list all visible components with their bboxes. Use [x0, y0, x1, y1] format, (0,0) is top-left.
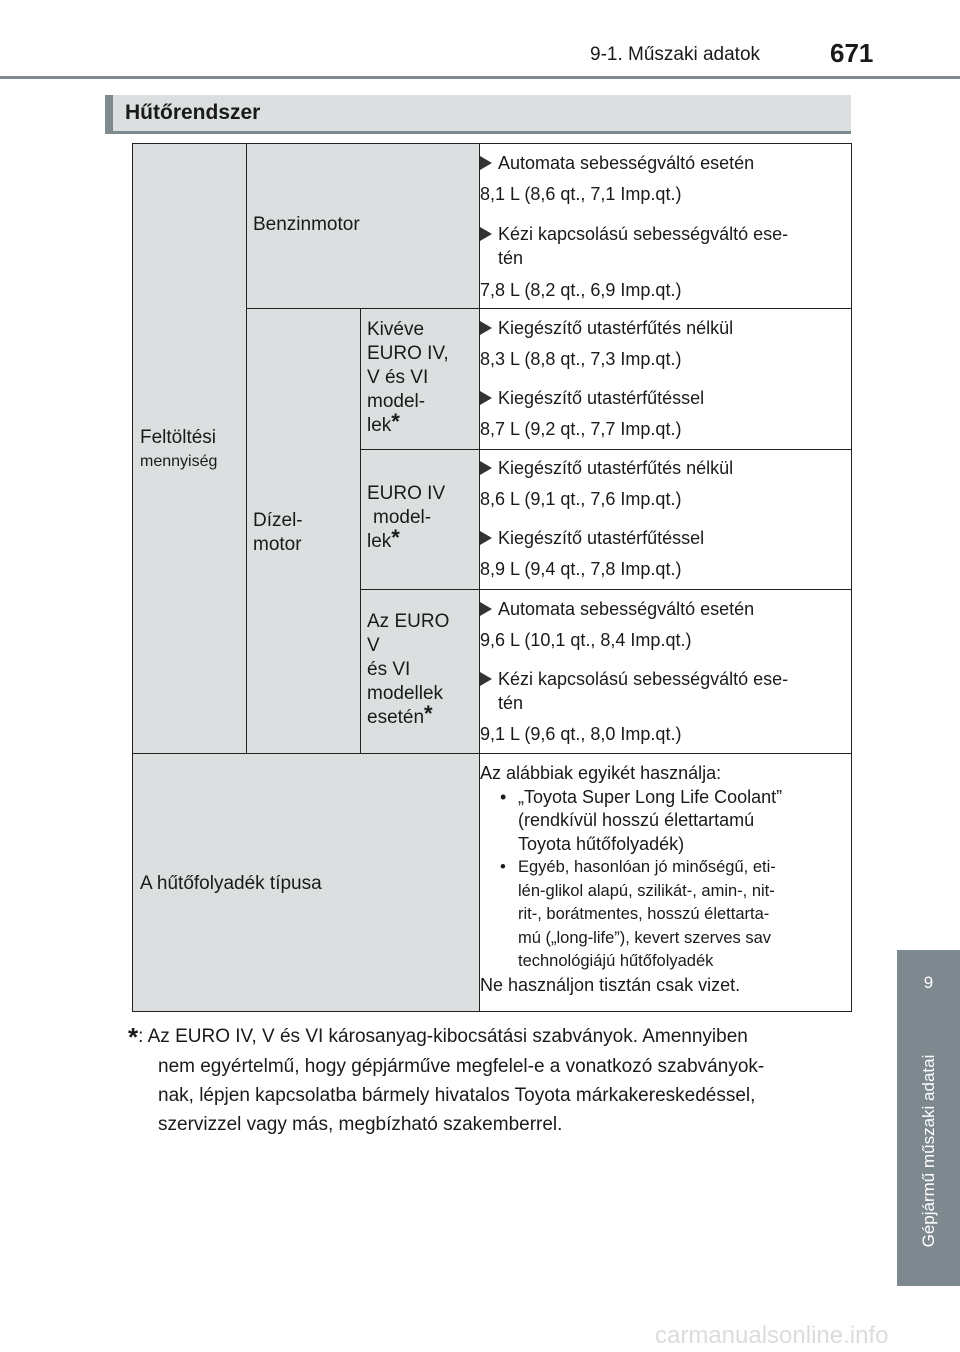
- coolant-option-text: „Toyota Super Long Life Coolant”: [518, 786, 783, 807]
- coolant-outro: Ne használjon tisztán csak vizet.: [480, 974, 741, 995]
- variant-label-line: V: [367, 635, 380, 656]
- triangle-bullet-icon: [480, 531, 492, 545]
- bullet-text: tén: [498, 693, 524, 713]
- variant-label-line: lek: [367, 415, 392, 436]
- footnote-star: *: [128, 1022, 139, 1052]
- capacity-value: 8,3 L (8,8 qt., 7,3 Imp.qt.): [480, 349, 682, 369]
- bullet-text: Automata sebességváltó esetén: [498, 599, 755, 619]
- running-header-section: 9-1. Műszaki adatok: [590, 44, 761, 65]
- coolant-option-text: Toyota hűtőfolyadék): [518, 833, 685, 854]
- footnote-marker: *: [391, 525, 400, 550]
- variant-label-line: model-: [373, 507, 432, 528]
- grid-line: [246, 308, 852, 309]
- triangle-bullet-icon: [480, 391, 492, 405]
- coolant-option: [480, 856, 840, 880]
- coolant-option-text: (rendkívül hosszú élettartamú: [518, 810, 755, 830]
- footnote: [128, 1022, 852, 1139]
- capacity-value: 8,7 L (9,2 qt., 7,7 Imp.qt.): [480, 419, 682, 439]
- coolant-option-text: technológiájú hűtőfolyadék: [518, 952, 714, 970]
- triangle-bullet-icon: [480, 602, 492, 616]
- diesel-label-line: motor: [253, 534, 302, 555]
- bullet-item: [480, 151, 838, 175]
- bullet-text: Kézi kapcsolású sebességváltó ese-: [498, 669, 789, 689]
- capacity-value: 9,1 L (9,6 qt., 8,0 Imp.qt.): [480, 724, 682, 744]
- variant-label-line: lek: [367, 531, 392, 552]
- bullet-item: [480, 526, 838, 550]
- bullet-text: tén: [498, 248, 524, 268]
- bullet-item: [480, 222, 838, 270]
- coolant-type-label: A hűtőfolyadék típusa: [140, 873, 322, 894]
- coolant-option-text: mú („long-life”), kevert szerves sav: [518, 928, 772, 947]
- variant-label-line: Az EURO: [367, 611, 450, 632]
- grid-line: [360, 589, 852, 590]
- bullet-item: [480, 456, 838, 480]
- capacity-value: 7,8 L (8,2 qt., 6,9 Imp.qt.): [480, 280, 682, 300]
- triangle-bullet-icon: [480, 672, 492, 686]
- capacity-label: [140, 426, 217, 474]
- capacity-value: 9,6 L (10,1 qt., 8,4 Imp.qt.): [480, 630, 692, 650]
- coolant-option-text: Egyéb, hasonlóan jó minőségű, eti-: [518, 858, 776, 876]
- capacity-value: 8,6 L (9,1 qt., 7,6 Imp.qt.): [480, 489, 682, 509]
- triangle-bullet-icon: [480, 156, 492, 170]
- diesel-variant-3-label: [367, 610, 449, 730]
- bullet-dot-icon: •: [500, 858, 506, 876]
- diesel-variant-1-label: [367, 318, 449, 438]
- triangle-bullet-icon: [480, 461, 492, 475]
- bullet-item: [480, 386, 838, 410]
- capacity-value: 8,1 L (8,6 qt., 7,1 Imp.qt.): [480, 184, 682, 204]
- variant-label-line: EURO IV: [367, 483, 446, 504]
- capacity-label-line: Feltöltési: [140, 427, 217, 448]
- variant-label-line: és VI: [367, 659, 411, 680]
- petrol-label: Benzinmotor: [253, 214, 360, 235]
- footnote-marker: *: [424, 701, 433, 726]
- footnote-marker: *: [391, 409, 400, 434]
- page-number: 671: [830, 38, 874, 68]
- variant-label-line: Kivéve: [367, 319, 425, 340]
- bullet-item: [480, 667, 838, 715]
- section-heading-bar: [105, 95, 113, 131]
- header-rule: [0, 76, 960, 79]
- coolant-option-text: rit-, borátmentes, hosszú élettarta-: [518, 905, 770, 923]
- bullet-text: Kiegészítő utastérfűtés nélkül: [498, 318, 734, 338]
- bullet-item: [480, 316, 838, 340]
- footnote-line: szervizzel vagy más, megbízható szakemberrel.: [158, 1114, 563, 1135]
- coolant-option: [480, 786, 840, 810]
- footnote-line: nak, lépjen kapcsolatba bármely hivatalos Toyota márkakereskedéssel,: [158, 1085, 756, 1106]
- bullet-text: Kiegészítő utastérfűtéssel: [498, 388, 705, 408]
- triangle-bullet-icon: [480, 227, 492, 241]
- grid-line: [246, 144, 247, 753]
- chapter-side-label-text: Gépjármű műszaki adatai: [918, 1054, 938, 1248]
- grid-line: [360, 309, 361, 753]
- diesel-label: [253, 509, 303, 557]
- diesel-label-line: Dízel-: [253, 510, 303, 531]
- chapter-tab: 9: [897, 950, 960, 1016]
- bullet-text: Kiegészítő utastérfűtéssel: [498, 528, 705, 548]
- footnote-line: : Az EURO IV, V és VI károsanyag-kibocsátási szabványok. Amennyiben: [138, 1026, 748, 1047]
- bullet-item: [480, 597, 838, 621]
- capacity-value: 8,9 L (9,4 qt., 7,8 Imp.qt.): [480, 559, 682, 579]
- chapter-side-label: [897, 1016, 960, 1286]
- grid-line: [133, 753, 852, 754]
- section-heading: [105, 95, 851, 134]
- coolant-option-text: lén-glikol alapú, szilikát-, amin-, nit-: [518, 881, 775, 900]
- footnote-line: nem egyértelmű, hogy gépjárműve megfelel-e a vonatkozó szabványok-: [158, 1056, 765, 1077]
- variant-label-line: model-: [367, 391, 426, 412]
- bullet-dot-icon: •: [500, 786, 507, 807]
- coolant-description: [480, 762, 840, 997]
- triangle-bullet-icon: [480, 321, 492, 335]
- bullet-text: Kézi kapcsolású sebességváltó ese-: [498, 224, 789, 244]
- watermark: carmanualsonline.info: [655, 1322, 889, 1349]
- capacity-label-line: mennyiség: [140, 453, 218, 470]
- variant-label-line: EURO IV,: [367, 343, 449, 364]
- variant-label-line: esetén: [367, 707, 425, 728]
- coolant-intro: Az alábbiak egyikét használja:: [480, 763, 722, 783]
- bullet-text: Kiegészítő utastérfűtés nélkül: [498, 458, 734, 478]
- grid-line: [360, 449, 852, 450]
- variant-label-line: modellek: [367, 683, 444, 704]
- section-title: Hűtőrendszer: [125, 101, 261, 124]
- variant-label-line: V és VI: [367, 367, 429, 388]
- diesel-variant-2-label: [367, 482, 445, 554]
- bullet-text: Automata sebességváltó esetén: [498, 153, 755, 173]
